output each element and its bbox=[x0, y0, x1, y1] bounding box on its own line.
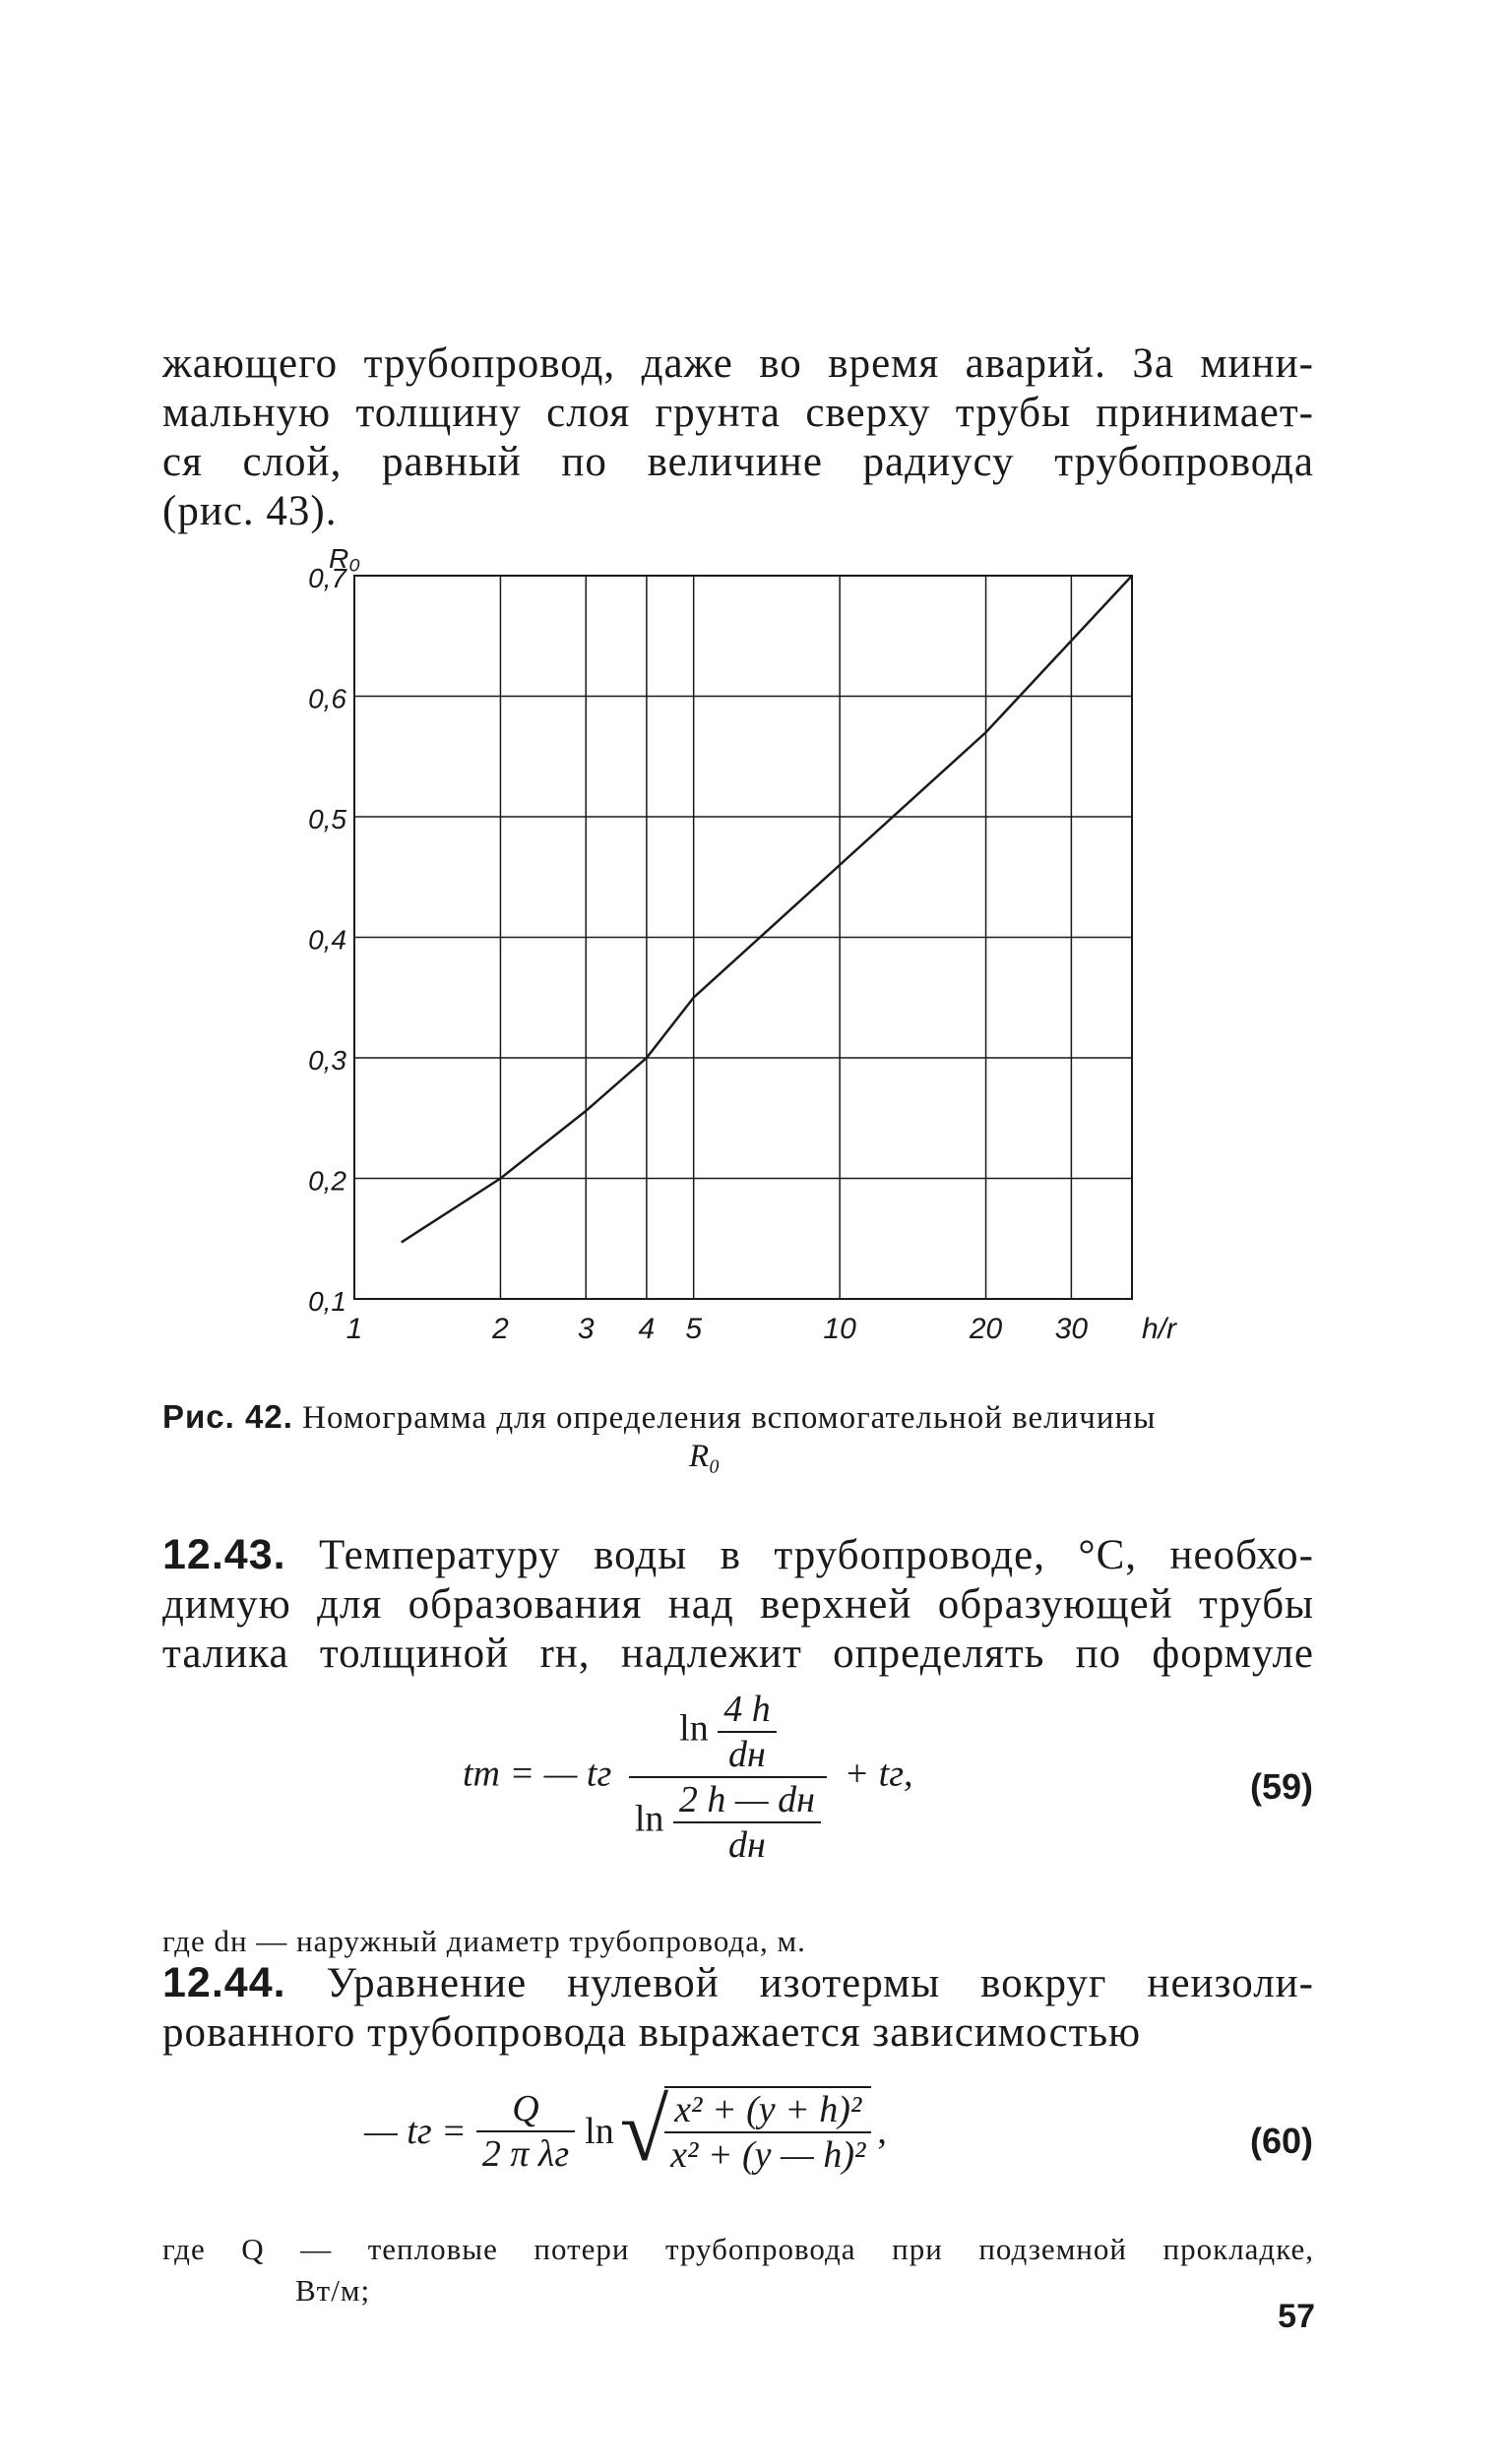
text-line: 12.43. Температуру воды в трубопроводе, °С, необхо- bbox=[162, 1531, 1315, 1578]
caption-symbol: R₀ bbox=[689, 1439, 721, 1474]
text-line: (рис. 43). bbox=[162, 488, 338, 534]
paragraph-number: 12.44. bbox=[162, 1959, 286, 2006]
text-line: жающего трубопровод, даже во время аварий. За мини- bbox=[162, 340, 1314, 387]
equation-number-59: (59) bbox=[1250, 1766, 1314, 1807]
x-tick-label: 3 bbox=[577, 1313, 595, 1345]
y-tick-label: 0,7 bbox=[308, 563, 346, 593]
y-tick-label: 0,4 bbox=[308, 924, 346, 955]
eq59-rhs: + tг, bbox=[844, 1753, 913, 1795]
eq59-lhs: tт = — tг bbox=[463, 1753, 612, 1795]
text-line: 12.44. Уравнение нулевой изотермы вокруг неизоли- bbox=[162, 1959, 1314, 2006]
where-59: где dн — наружный диаметр трубопровода, м. bbox=[162, 1924, 806, 1958]
text-line: талика толщиной rн, надлежит определять по формуле bbox=[162, 1631, 1314, 1677]
eq59-main-fraction: ln $\frac{4 h}{dн}$ ln $\frac{2 h — dн}{dн}$ bbox=[629, 1688, 827, 1867]
nomogram-chart bbox=[276, 526, 1201, 1363]
caption-label: Рис. 42. bbox=[162, 1398, 293, 1435]
eq60-lhs: — tг = bbox=[364, 2111, 467, 2152]
nomogram-line bbox=[402, 576, 1132, 1242]
eq60-root-fraction: $\frac{\text{x² + (y + h)²}}{\text{x² + (y — h)²}}$ bbox=[664, 2086, 871, 2177]
text-line: рованного трубопровода выражается зависимостью bbox=[162, 2009, 1142, 2056]
text-line: димую для образования над верхней образующей трубы bbox=[162, 1581, 1314, 1628]
y-tick-label: 0,5 bbox=[308, 804, 346, 834]
y-tick-label: 0,6 bbox=[308, 683, 346, 714]
eq60-fraction: $\frac{Q}{\text{2 π λг}}$ bbox=[476, 2087, 575, 2176]
x-tick-label: 2 bbox=[492, 1313, 509, 1345]
intro-paragraph bbox=[162, 339, 1314, 536]
where-60-line1: где Q — тепловые потери трубопровода при подземной прокладке, bbox=[162, 2232, 1314, 2266]
x-tick-label: 5 bbox=[685, 1313, 703, 1345]
text-line: ся слой, равный по величине радиусу трубопровода bbox=[162, 439, 1314, 485]
page-number: 57 bbox=[1278, 2298, 1315, 2335]
x-axis-label: h/r bbox=[1142, 1313, 1177, 1345]
paragraph-12-44 bbox=[162, 1958, 1314, 2058]
paragraph-12-43 bbox=[162, 1530, 1314, 1679]
sqrt-sign: √ bbox=[619, 2082, 669, 2180]
x-tick-label: 10 bbox=[823, 1313, 856, 1345]
caption-text: Номограмма для определения вспомогательной величины bbox=[302, 1400, 1157, 1436]
eq59-inner-num-fraction: $\frac{4 h}{dн}$ bbox=[718, 1688, 777, 1776]
x-tick-label: 30 bbox=[1054, 1313, 1089, 1345]
y-axis-label: R₀ bbox=[328, 543, 361, 574]
y-tick-label: 0,3 bbox=[308, 1045, 346, 1076]
text-line: мальную толщину слоя грунта сверху трубы принимает- bbox=[162, 390, 1314, 436]
equation-59 bbox=[463, 1688, 913, 1867]
nomogram-svg bbox=[276, 526, 1201, 1363]
where-60-line2: Вт/м; bbox=[295, 2273, 371, 2308]
x-tick-label: 20 bbox=[969, 1313, 1003, 1345]
equation-60: — tг = $\frac{Q}{\text{2 π λг}}$ ln √ $\frac{\text{x² + (y + h)²}}{\text{x² + (y — h)²}}$ , bbox=[364, 2082, 887, 2180]
paragraph-number: 12.43. bbox=[162, 1531, 286, 1578]
y-tick-label: 0,1 bbox=[308, 1286, 346, 1317]
y-tick-label: 0,2 bbox=[308, 1165, 346, 1197]
x-tick-label: 4 bbox=[638, 1313, 656, 1345]
x-tick-label: 1 bbox=[345, 1313, 363, 1345]
equation-number-60: (60) bbox=[1250, 2121, 1314, 2161]
figure-caption bbox=[162, 1395, 1314, 1440]
eq59-inner-den-fraction: $\frac{2 h — dн}{dн}$ bbox=[673, 1778, 821, 1867]
